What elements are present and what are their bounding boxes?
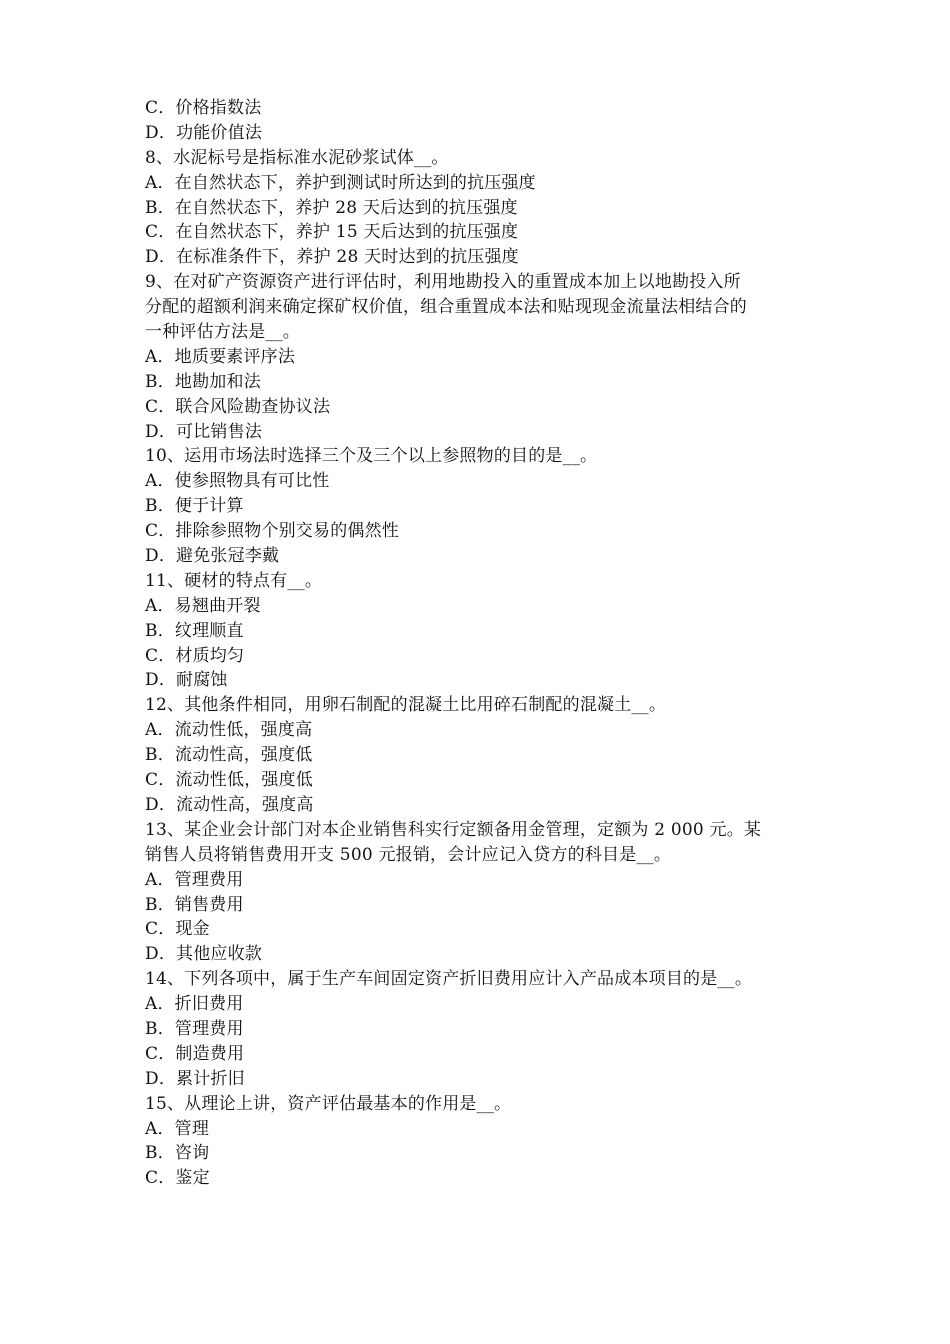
option-d: D．其他应收款 [145,944,263,965]
document-page [145,96,815,1191]
option-d: D．累计折旧 [145,1068,245,1089]
question-13: 13、某企业会计部门对本企业销售科实行定额备用金管理，定额为 2 000 元。某 [145,819,762,840]
option-b: B．地勘加和法 [145,371,261,392]
option-b: B．管理费用 [145,1018,244,1039]
question-15: 15、从理论上讲，资产评估最基本的作用是__。 [145,1093,512,1114]
option-c: C．价格指数法 [145,98,262,118]
option-d: D．流动性高，强度高 [145,794,314,815]
question-14: 14、下列各项中，属于生产车间固定资产折旧费用应计入产品成本项目的是__。 [145,969,753,990]
option-d: D．避免张冠李戴 [145,546,280,567]
option-c: C．在自然状态下，养护 15 天后达到的抗压强度 [145,222,519,243]
option-d: D．可比销售法 [145,421,263,442]
option-a: A．易翘曲开裂 [145,595,261,616]
option-a: A．在自然状态下，养护到测试时所达到的抗压强度 [145,172,536,193]
option-b: B．流动性高，强度低 [145,745,313,766]
question-9-continued: 分配的超额利润来确定探矿权价值，组合重置成本法和贴现现金流量法相结合的 [145,297,747,318]
question-9-continued: 一种评估方法是__。 [145,322,300,343]
option-b: B．便于计算 [145,496,244,517]
option-c: C．鉴定 [145,1168,210,1189]
option-b: B．在自然状态下，养护 28 天后达到的抗压强度 [145,197,518,218]
option-d: D．耐腐蚀 [145,670,228,691]
option-a: A．折旧费用 [145,994,244,1015]
question-9: 9、在对矿产资源资产进行评估时，利用地勘投入的重置成本加上以地勘投入所 [145,272,741,293]
option-c: C．现金 [145,919,210,940]
option-a: A．管理 [145,1118,210,1139]
option-d: D．功能价值法 [145,122,263,143]
option-a: A．地质要素评序法 [145,346,296,367]
question-12: 12、其他条件相同，用卵石制配的混凝土比用碎石制配的混凝土__。 [145,695,667,716]
option-c: C．联合风险勘查协议法 [145,396,331,417]
option-b: B．纹理顺直 [145,620,244,641]
option-c: C．流动性低，强度低 [145,770,314,791]
question-10: 10、运用市场法时选择三个及三个以上参照物的目的是__。 [145,446,598,467]
option-b: B．销售费用 [145,894,244,915]
option-c: C．制造费用 [145,1043,245,1064]
option-c: C．排除参照物个别交易的偶然性 [145,521,400,542]
question-13-continued: 销售人员将销售费用开支 500 元报销，会计应记入贷方的科目是__。 [145,844,672,865]
option-d: D．在标准条件下，养护 28 天时达到的抗压强度 [145,247,519,268]
option-a: A．管理费用 [145,869,244,890]
option-a: A．使参照物具有可比性 [145,471,330,492]
option-a: A．流动性低，强度高 [145,720,313,741]
option-b: B．咨询 [145,1143,210,1164]
question-8: 8、水泥标号是指标准水泥砂浆试体__。 [145,147,449,168]
question-11: 11、硬材的特点有__。 [145,570,323,591]
option-c: C．材质均匀 [145,645,245,666]
